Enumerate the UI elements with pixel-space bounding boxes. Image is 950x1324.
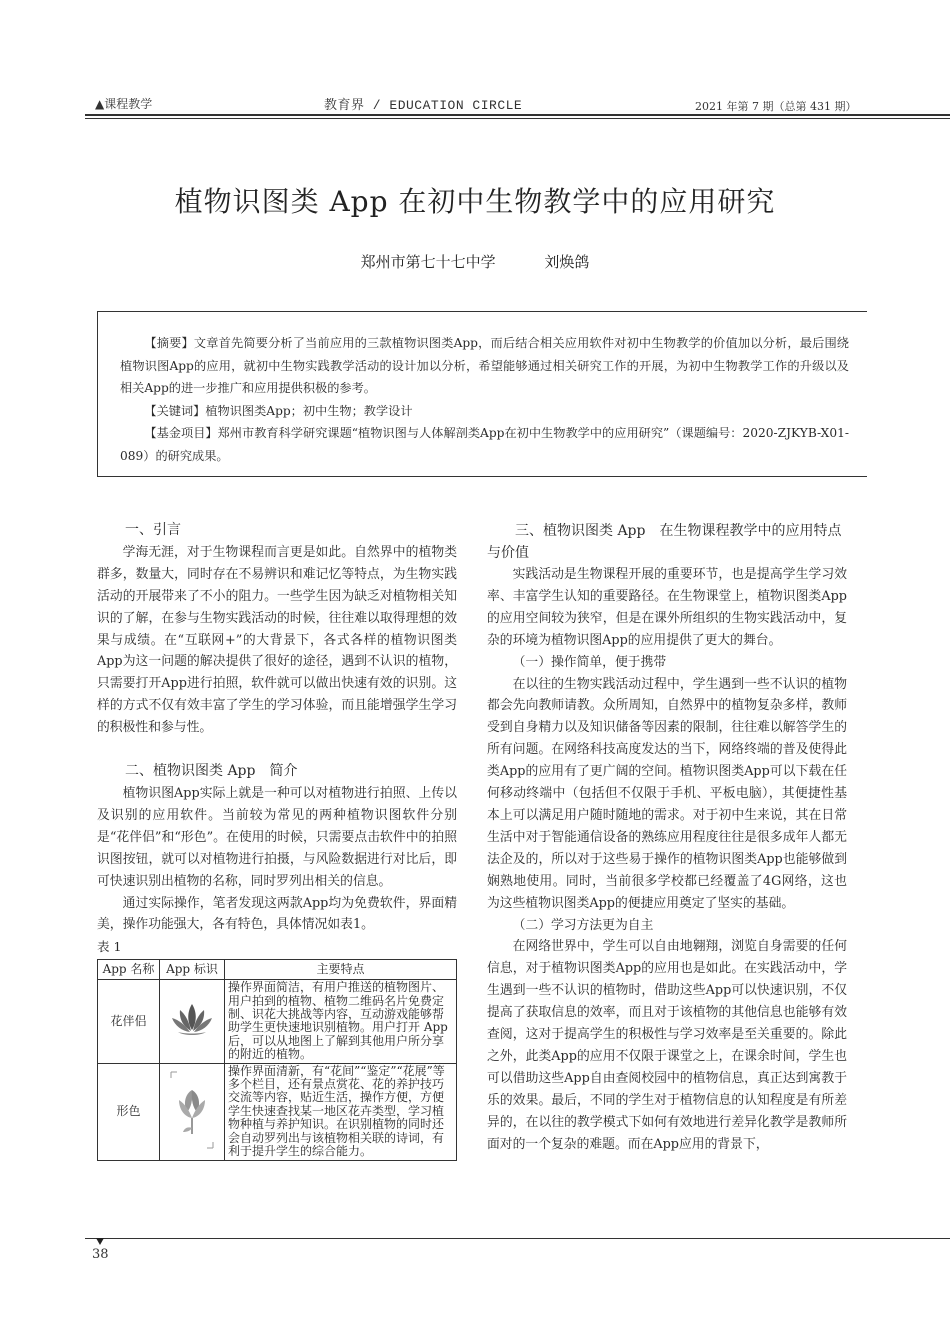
author: 刘焕鸽 — [544, 253, 590, 271]
app-name: 花伴侣 — [98, 980, 160, 1063]
header-rule-thick — [85, 114, 950, 116]
subheading-easy: （一）操作简单，便于携带 — [512, 654, 667, 670]
paragraph: 在以往的生物实践活动过程中，学生遇到一些不认识的植物都会先向教师请教。众所周知，自然界中的植物复杂多样，教师受到自身精力以及知识储备等因素的限制，往往难以解答学生的所有问题。在网络科技高度发达的当下，网络终端的普及使得此类App的应用有了更广阔的空间。植物识图类App可以下载在任何移动终端中（包括但不仅限于手机、平板电脑），其便捷性基本上可以满足用户随时随地的需求。对于初中生来说，其在日常生活中对于智能通信设备的熟练应用程度往往是很多成年人都无法企及的，所以对于这些易于操作的植物识图类App也能够做到娴熟地使用。同时，当前很多学校都已经覆盖了4G网络，这也为这些植物识图类App的便捷应用奠定了坚实的基础。 — [487, 676, 848, 911]
table-row — [98, 980, 457, 1063]
col-header: App 标识 — [160, 960, 225, 980]
right-column — [487, 520, 847, 1155]
abstract-fund: 【基金项目】郑州市教育科学研究课题“植物识图与人体解剖类App在初中生物教学中的应用研究”（课题编号：2020-ZJKYB-X01-089）的研究成果。 — [120, 426, 849, 463]
footer-rule — [85, 1238, 950, 1239]
table-header-row — [98, 960, 457, 980]
col-header: App 名称 — [98, 960, 160, 980]
app-features: 操作界面清新，有“花间”“鉴定”“花展”等多个栏目，还有景点赏花、花的养护技巧交流等内容，贴近生活，操作方便，方便学生快速查找某一地区花卉类型，学习植物种植与养护知识。在识别植物的同时还会自动罗列出与该植物相关联的诗词，有利于提升学生的综合能力。 — [225, 1063, 457, 1160]
issue-info: 2021 年第 7 期（总第 431 期） — [695, 100, 857, 113]
section-heading-value: 三、植物识图类 App 在生物课程教学中的应用特点与价值 — [487, 523, 842, 561]
paragraph: 实践活动是生物课程开展的重要环节，也是提高学生学习效率、丰富学生认知的重要路径。在生物课堂上，植物识图类App的应用空间较为狭窄，但是在课外所组织的生物实践活动中，复杂的环境为植物识图App的应用提供了更大的舞台。 — [487, 567, 847, 648]
section-heading-intro: 一、引言 — [125, 522, 181, 538]
paragraph: 在网络世界中，学生可以自由地翱翔，浏览自身需要的任何信息，对于植物识图类App的应用也是如此。在实践活动中，学生遇到一些不认识的植物时，借助这些App可以快速识别，不仅提高了获取信息的效率，而且对于该植物的其他信息也能够有效查阅，这对于提高学生的积极性与学习效率是至关重要的。除此之外，此类App的应用不仅限于课堂之上，在课余时间，学生也可以借助这些App自由查阅校园中的植物信息，真正达到寓教于乐的效果。最后，不同的学生对于植物信息的认知程度是有所差异的，在以往的教学模式下如何有效地进行差异化教学是教师所面对的一个复杂的难题。而在App应用的背景下， — [487, 939, 847, 1152]
app-logo-cell — [160, 980, 225, 1063]
section-heading-intro-app: 二、植物识图类 App 简介 — [125, 763, 298, 780]
lotus-flower-logo-icon — [168, 998, 216, 1042]
left-column — [97, 520, 457, 1161]
table-caption: 表 1 — [97, 939, 122, 955]
paragraph: 通过实际操作，笔者发现这两款App均为免费软件，界面精美，操作功能强大，各有特色，具体情况如表1。 — [97, 895, 457, 933]
page-number: 38 — [92, 1247, 109, 1262]
table-row — [98, 1063, 457, 1160]
app-features: 操作界面简洁，有用户推送的植物图片、用户拍到的植物、植物二维码名片免费定制、识花大挑战等内容，互动游戏能够帮助学生更快速地识别植物。用户打开 App 后，可以从地图上了解到其他用户所分享的附近的植物。 — [225, 980, 457, 1063]
abstract-keywords: 【关键词】植物识图类App；初中生物；教学设计 — [144, 403, 413, 418]
abstract-box — [97, 311, 867, 477]
journal-name: 教育界 / EDUCATION CIRCLE — [324, 98, 523, 113]
abstract-summary: 【摘要】文章首先简要分析了当前应用的三款植物识图类App，而后结合相关应用软件对初中生物教学的价值加以分析，最后围绕植物识图App的应用，就初中生物实践教学活动的设计加以分析，希望能够通过相关研究工作的开展，为初中生物教学工作的升级以及相关App的进一步推广和应用提供积极的参考。 — [120, 336, 849, 395]
paper-title: 植物识图类 App 在初中生物教学中的应用研究 — [174, 185, 776, 218]
app-table — [97, 959, 457, 1160]
triangle-down-icon — [96, 1238, 104, 1245]
paragraph: 植物识图App实际上就是一种可以对植物进行拍照、上传以及识别的应用软件。当前较为常见的两种植物识图软件分别是“花伴侣”和“形色”。在使用的时候，只需要点击软件中的拍照识图按钮，就可以对植物进行拍摄，与风险数据进行对比后，即可快速识别出植物的名称，同时罗列出相关的信息。 — [97, 785, 457, 889]
col-header: 主要特点 — [225, 960, 457, 980]
triangle-up-icon: ▲ — [95, 97, 105, 111]
app-logo-cell — [160, 1063, 225, 1160]
paragraph: 学海无涯，对于生物课程而言更是如此。自然界中的植物类群多，数量大，同时存在不易辨识和难记忆等特点，为生物实践活动的开展带来了不小的阻力。一些学生因为缺乏对植物相关知识的了解，在参与生物实践活动的时候，往往难以取得理想的效果与成绩。在“互联网+”的大背景下，各式各样的植物识图类App为这一问题的解决提供了很好的途径，遇到不认识的植物，只需要打开App进行拍照，软件就可以做出快速有效的识别。这样的方式不仅有效丰富了学生的学习体验，而且能增强学生学习的积极性和参与性。 — [97, 544, 457, 736]
affiliation: 郑州市第七十七中学 — [360, 253, 496, 271]
rose-flower-logo-icon — [165, 1068, 219, 1152]
header-rule-thin — [85, 118, 950, 119]
section-label — [95, 95, 152, 112]
app-name: 形色 — [98, 1063, 160, 1160]
subheading-autonomous: （二）学习方法更为自主 — [512, 917, 654, 933]
byline — [0, 251, 950, 272]
section-name: 课程教学 — [104, 97, 153, 111]
